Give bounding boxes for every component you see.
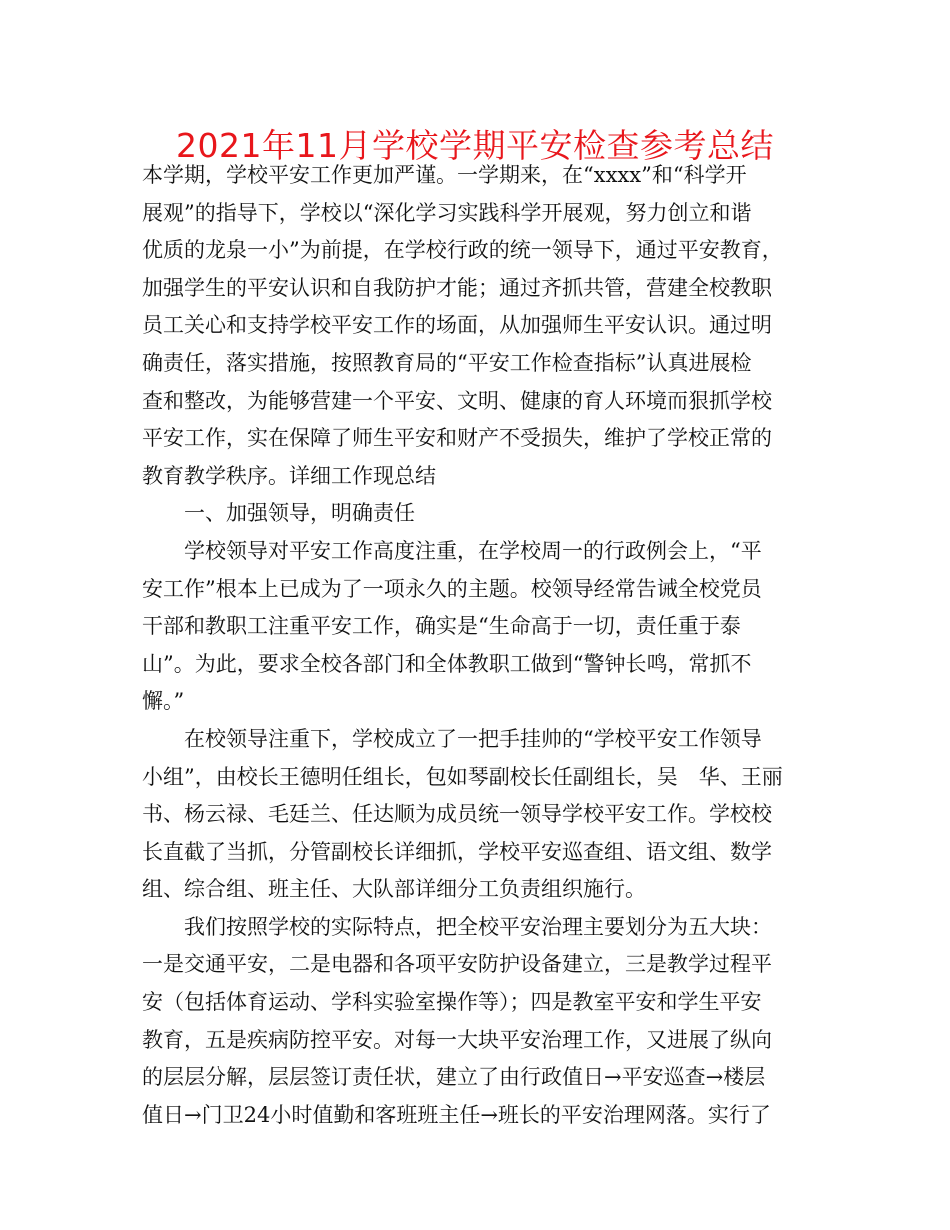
body-line: 小组”，由校长王德明任组长，包如琴副校长任副组长，吴 华、王丽 <box>142 764 783 789</box>
body-line: 一是交通平安，二是电器和各项平安防护设备建立，三是教学过程平 <box>142 952 772 977</box>
body-line: 教育，五是疾病防控平安。对每一大块平安治理工作，又进展了纵向 <box>142 1027 772 1052</box>
body-line: 值日→门卫24小时值勤和客班班主任→班长的平安治理网落。实行了 <box>142 1102 771 1127</box>
body-line: 懈。” <box>142 689 185 714</box>
body-line: 安（包括体育运动、学科实验室操作等）；四是教室平安和学生平安 <box>142 990 762 1015</box>
body-line: 本学期，学校平安工作更加严谨。一学期来，在“xxxx”和“科学开 <box>142 163 747 187</box>
body-line: 教育教学秩序。详细工作现总结 <box>142 463 436 488</box>
body-line: 优质的龙泉一小”为前提，在学校行政的统一领导下，通过平安教育， <box>142 238 783 263</box>
body-line: 组、综合组、班主任、大队部详细分工负责组织施行。 <box>142 877 646 902</box>
section-heading: 一、加强领导，明确责任 <box>184 501 415 526</box>
body-line: 的层层分解，层层签订责任状，建立了由行政值日→平安巡查→楼层 <box>142 1065 766 1090</box>
body-line: 我们按照学校的实际特点，把全校平安治理主要划分为五大块： <box>184 914 772 939</box>
body-line: 干部和教职工注重平安工作，确实是“生命高于一切，责任重于泰 <box>142 614 741 639</box>
body-line: 在校领导注重下，学校成立了一把手挂帅的“学校平安工作领导 <box>184 726 762 751</box>
body-line: 长直截了当抓，分管副校长详细抓，学校平安巡查组、语文组、数学 <box>142 839 772 864</box>
document-body <box>142 157 812 1134</box>
document-title: 2021年11月学校学期平安检查参考总结 <box>176 126 774 165</box>
body-line: 书、杨云禄、毛廷兰、任达顺为成员统一领导学校平安工作。学校校 <box>142 802 772 827</box>
body-line: 平安工作，实在保障了师生平安和财产不受损失，维护了学校正常的 <box>142 426 772 451</box>
body-line: 展观”的指导下，学校以“深化学习实践科学开展观，努力创立和谐 <box>142 200 752 225</box>
body-line: 山”。为此，要求全校各部门和全体教职工做到“警钟长鸣，常抓不 <box>142 651 752 676</box>
body-line: 确责任，落实措施，按照教育局的“平安工作检查指标”认真进展检 <box>142 350 752 375</box>
body-line: 查和整改，为能够营建一个平安、文明、健康的育人环境而狠抓学校 <box>142 388 772 413</box>
body-line: 员工关心和支持学校平安工作的场面，从加强师生平安认识。通过明 <box>142 313 772 338</box>
body-line: 加强学生的平安认识和自我防护才能；通过齐抓共管，营建全校教职 <box>142 275 772 300</box>
body-line: 学校领导对平安工作高度注重，在学校周一的行政例会上，“平 <box>184 538 762 563</box>
body-line: 安工作”根本上已成为了一项永久的主题。校领导经常告诫全校党员 <box>142 576 762 601</box>
